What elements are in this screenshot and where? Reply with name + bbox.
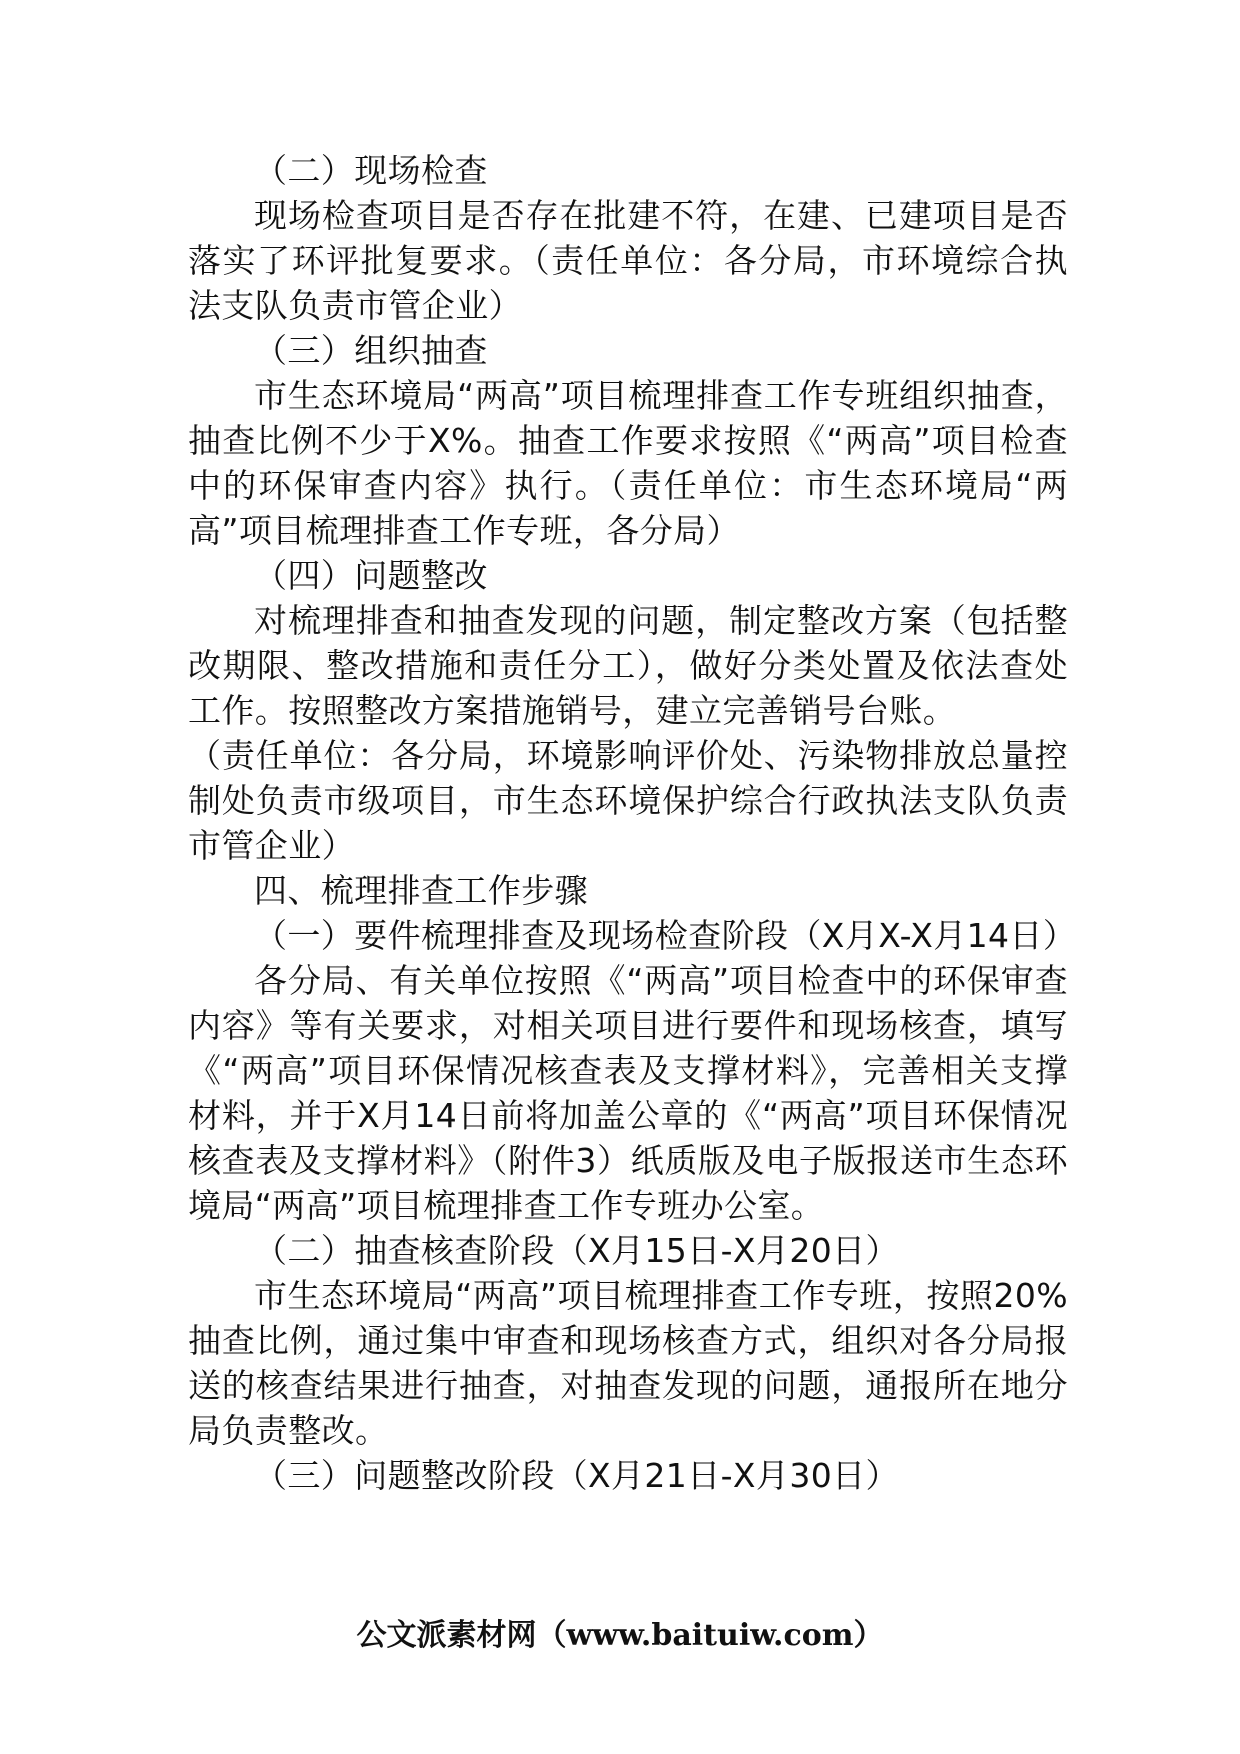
step-heading-document-review: （一）要件梳理排查及现场检查阶段（X月X-X月14日） [254,916,1077,955]
section-heading-work-steps: 四、梳理排查工作步骤 [254,871,588,910]
paragraph-spot-check: 市生态环境局“两高”项目梳理排查工作专班，按照20%抽查比例，通过集中审查和现场核查方式，组织对各分局报送的核查结果进行抽查，对抽查发现的问题，通报所在地分局负责整改。 [188,1276,1068,1450]
paragraph-organized-spot-check: 市生态环境局“两高”项目梳理排查工作专班组织抽查，抽查比例不少于X%。抽查工作要求按照《“两高”项目检查中的环保审查内容》执行。（责任单位：市生态环境局“两高”项目梳理排查工作专班，各分局） [188,376,1068,550]
section-heading-organized-spot-check: （三）组织抽查 [254,331,488,370]
step-heading-spot-check: （二）抽查核查阶段（X月15日-X月20日） [254,1231,899,1270]
paragraph-rectification-responsibility: （责任单位：各分局，环境影响评价处、污染物排放总量控制处负责市级项目，市生态环境保护综合行政执法支队负责市管企业） [188,736,1068,865]
paragraph-rectification: 对梳理排查和抽查发现的问题，制定整改方案（包括整改期限、整改措施和责任分工），做好分类处置及依法查处工作。按照整改方案措施销号，建立完善销号台账。 [188,601,1068,730]
section-heading-onsite-inspection: （二）现场检查 [254,151,488,190]
footer-watermark: 公文派素材网（www.baituiw.com） [356,1618,884,1653]
paragraph-onsite-inspection: 现场检查项目是否存在批建不符，在建、已建项目是否落实了环评批复要求。（责任单位：各分局，市环境综合执法支队负责市管企业） [188,196,1068,325]
section-heading-rectification: （四）问题整改 [254,556,488,595]
paragraph-document-review: 各分局、有关单位按照《“两高”项目检查中的环保审查内容》等有关要求，对相关项目进行要件和现场核查，填写《“两高”项目环保情况核查表及支撑材料》，完善相关支撑材料，并于X月14日前将加盖公章的《“两高”项目环保情况核查表及支撑材料》（附件3）纸质版及电子版报送市生态环境局“两高”项目梳理排查工作专班办公室。 [188,961,1068,1225]
step-heading-rectification-stage: （三）问题整改阶段（X月21日-X月30日） [254,1456,899,1495]
document-body [188,148,1077,1498]
